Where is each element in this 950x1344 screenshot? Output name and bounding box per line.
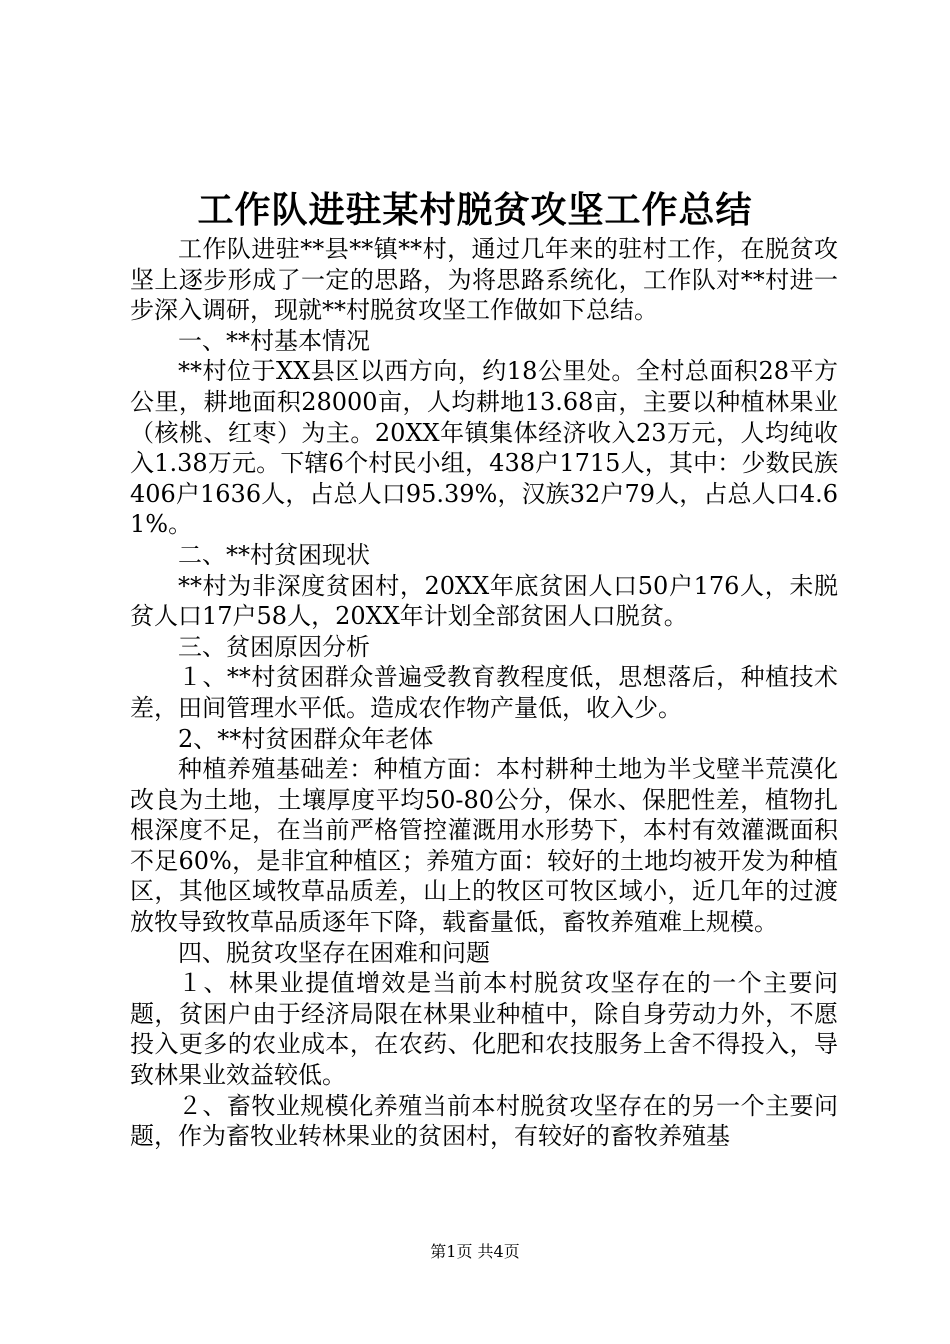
difficulty-1-paragraph: １、林果业提值增效是当前本村脱贫攻坚存在的一个主要问题，贫困户由于经济局限在林果业种植中，除自身劳动力外，不愿投入更多的农业成本，在农药、化肥和农技服务上舍不得投入，导致林果业效益较低。 [130,969,838,1090]
intro-paragraph: 工作队进驻**县**镇**村，通过几年来的驻村工作，在脱贫攻坚上逐步形成了一定的思路，为将思路系统化，工作队对**村进一步深入调研，现就**村脱贫攻坚工作做如下总结。 [130,235,838,325]
cause-1-paragraph: １、**村贫困群众普遍受教育教程度低，思想落后，种植技术差，田间管理水平低。造成农作物产量低，收入少。 [130,663,838,722]
section-heading-difficulties: 四、脱贫攻坚存在困难和问题 [178,938,490,967]
difficulty-2-paragraph: ２、畜牧业规模化养殖当前本村脱贫攻坚存在的另一个主要问题，作为畜牧业转林果业的贫困村，有较好的畜牧养殖基 [130,1091,838,1151]
section-heading-poverty-causes: 三、贫困原因分析 [178,632,370,661]
poverty-status-paragraph: **村为非深度贫困村，20XX年底贫困人口50户176人，未脱贫人口17户58人，20XX年计划全部贫困人口脱贫。 [130,571,838,631]
section-heading-poverty-status: 二、**村贫困现状 [178,540,370,569]
page-number-footer: 第1页 共4页 [430,1242,520,1261]
document-body [130,234,838,1152]
document-title: 工作队进驻某村脱贫攻坚工作总结 [197,189,753,231]
section-heading-basic-info: 一、**村基本情况 [178,326,370,355]
cause-2-paragraph: 2、**村贫困群众年老体 [178,724,434,753]
basic-info-paragraph: **村位于XX县区以西方向，约18公里处。全村总面积28平方公里，耕地面积28000亩，人均耕地13.68亩，主要以种植林果业（核桃、红枣）为主。20XX年镇集体经济收入23万元，人均纯收入1.38万元。下辖6个村民小组，438户1715人，其中：少数民族406户1636人，占总人口95.39%，汉族32户79人，占总人口4.61%。 [130,357,838,539]
planting-breeding-paragraph: 种植养殖基础差：种植方面：本村耕种土地为半戈壁半荒漠化改良为土地，土壤厚度平均50-80公分，保水、保肥性差，植物扎根深度不足，在当前严格管控灌溉用水形势下，本村有效灌溉面积不足60%，是非宜种植区；养殖方面：较好的土地均被开发为种植区，其他区域牧草品质差，山上的牧区可牧区域小，近几年的过渡放牧导致牧草品质逐年下降，载畜量低，畜牧养殖难上规模。 [130,755,838,937]
